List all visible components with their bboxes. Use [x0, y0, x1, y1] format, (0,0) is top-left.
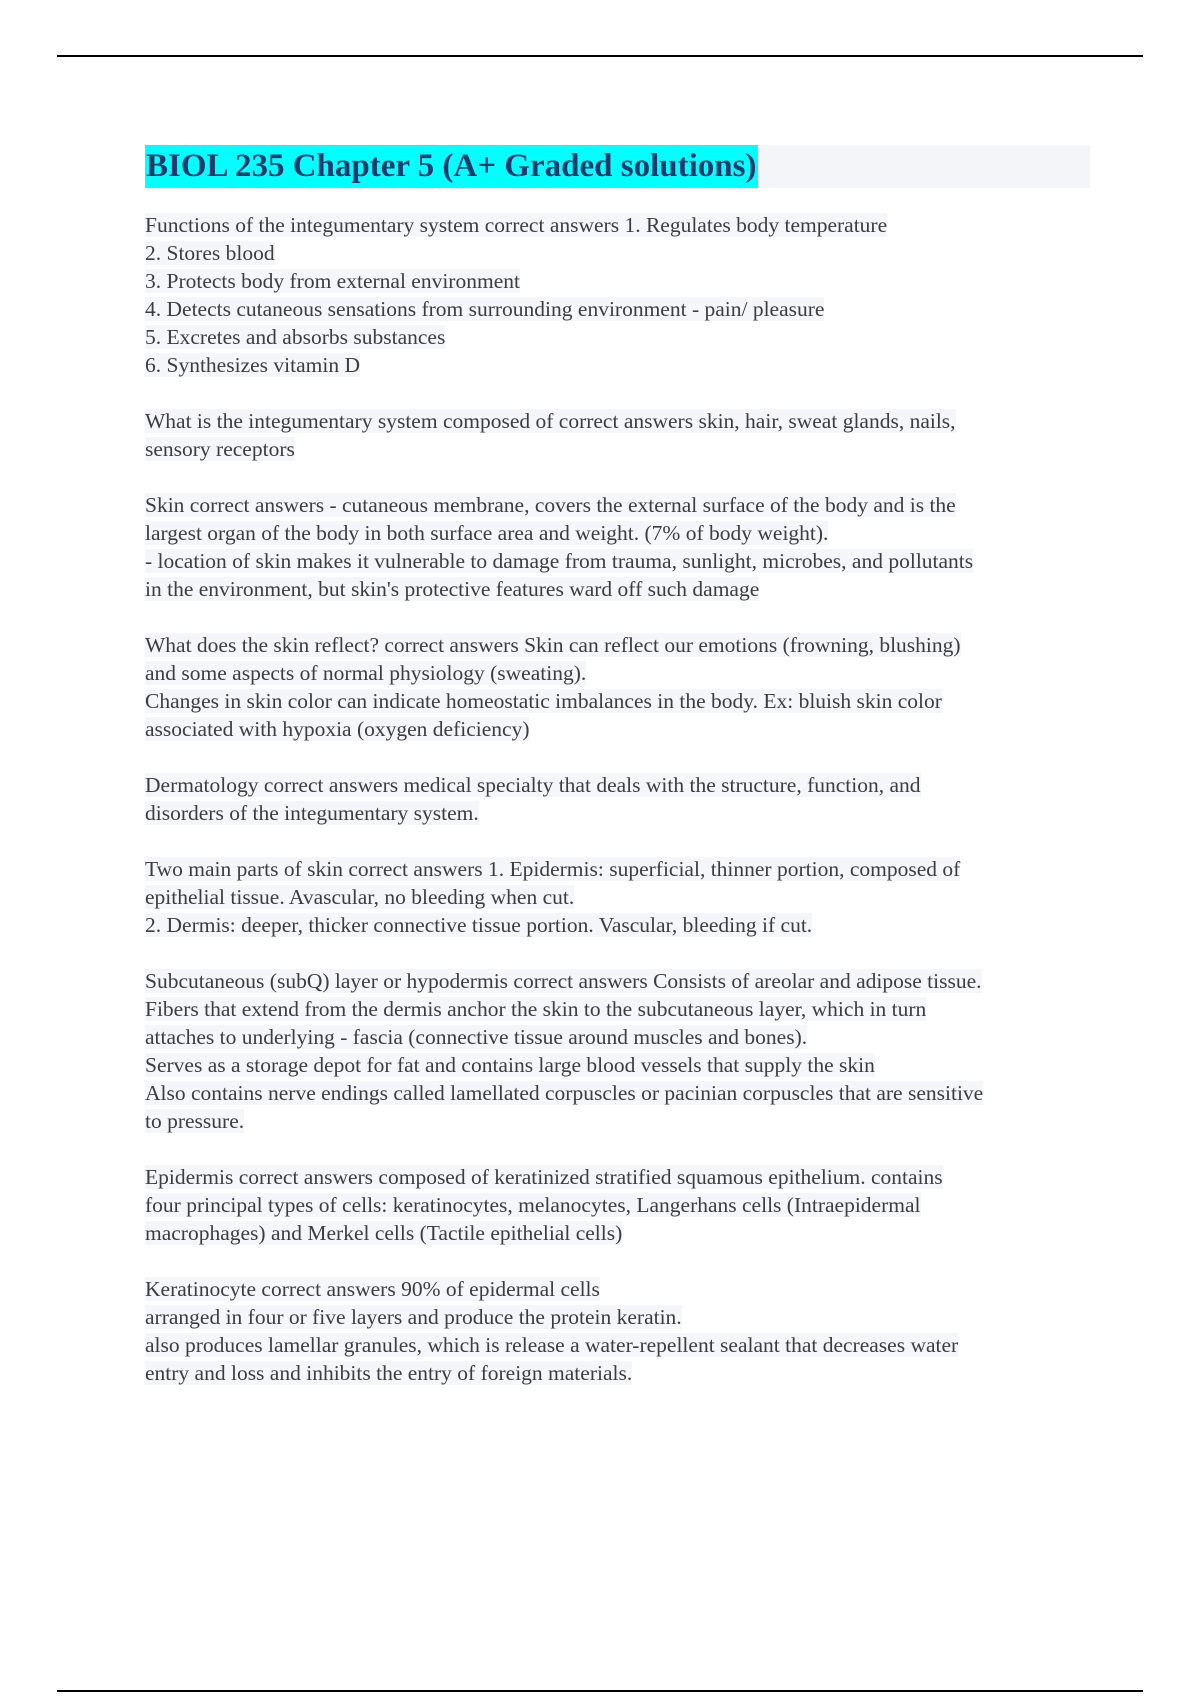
- text-line-content: macrophages) and Merkel cells (Tactile epithelial cells): [145, 1221, 623, 1245]
- title-bar: [145, 145, 1090, 188]
- text-line-content: epithelial tissue. Avascular, no bleeding when cut.: [145, 885, 575, 909]
- text-line-content: Serves as a storage depot for fat and contains large blood vessels that supply the skin: [145, 1053, 875, 1077]
- text-line: [145, 659, 1090, 687]
- document-body: [145, 145, 1090, 1415]
- text-line-content: disorders of the integumentary system.: [145, 801, 479, 825]
- text-line-content: 4. Detects cutaneous sensations from surrounding environment - pain/ pleasure: [145, 297, 825, 321]
- text-line: [145, 351, 1090, 379]
- text-line: [145, 1303, 1090, 1331]
- text-line: [145, 239, 1090, 267]
- text-line-content: Skin correct answers - cutaneous membrane, covers the external surface of the body and is the: [145, 493, 956, 517]
- text-line-content: Dermatology correct answers medical specialty that deals with the structure, function, and: [145, 773, 921, 797]
- text-line: [145, 295, 1090, 323]
- text-line: [145, 519, 1090, 547]
- text-line: [145, 575, 1090, 603]
- text-line: [145, 1107, 1090, 1135]
- text-line-content: What does the skin reflect? correct answers Skin can reflect our emotions (frowning, blushing): [145, 633, 961, 657]
- text-line: [145, 1191, 1090, 1219]
- text-line-content: in the environment, but skin's protective features ward off such damage: [145, 577, 760, 601]
- text-line-content: largest organ of the body in both surface area and weight. (7% of body weight).: [145, 521, 829, 545]
- text-line: [145, 631, 1090, 659]
- text-line: [145, 855, 1090, 883]
- text-line: [145, 1051, 1090, 1079]
- text-line-content: Two main parts of skin correct answers 1. Epidermis: superficial, thinner portion, composed of: [145, 857, 961, 881]
- text-line: [145, 1023, 1090, 1051]
- text-line-content: Also contains nerve endings called lamellated corpuscles or pacinian corpuscles that are sensitive: [145, 1081, 984, 1105]
- text-line-content: arranged in four or five layers and produce the protein keratin.: [145, 1305, 682, 1329]
- text-line-content: Functions of the integumentary system correct answers 1. Regulates body temperature: [145, 213, 888, 237]
- text-line: [145, 799, 1090, 827]
- text-line: [145, 211, 1090, 239]
- text-line-content: Fibers that extend from the dermis anchor the skin to the subcutaneous layer, which in turn: [145, 997, 927, 1021]
- text-line-content: Keratinocyte correct answers 90% of epidermal cells: [145, 1277, 600, 1301]
- text-line: [145, 1331, 1090, 1359]
- text-line-content: four principal types of cells: keratinocytes, melanocytes, Langerhans cells (Intraepidermal: [145, 1193, 921, 1217]
- text-line: [145, 323, 1090, 351]
- text-line: [145, 1219, 1090, 1247]
- text-line-content: 6. Synthesizes vitamin D: [145, 353, 360, 377]
- text-line-content: 3. Protects body from external environment: [145, 269, 520, 293]
- text-line-content: and some aspects of normal physiology (sweating).: [145, 661, 587, 685]
- text-line-content: entry and loss and inhibits the entry of foreign materials.: [145, 1361, 633, 1385]
- text-line-content: 5. Excretes and absorbs substances: [145, 325, 446, 349]
- text-line-content: Changes in skin color can indicate homeostatic imbalances in the body. Ex: bluish skin color: [145, 689, 942, 713]
- text-line: [145, 491, 1090, 519]
- qa-entry: [145, 771, 1090, 827]
- text-line: [145, 883, 1090, 911]
- text-line-content: 2. Stores blood: [145, 241, 275, 265]
- text-line: [145, 547, 1090, 575]
- qa-entry: [145, 855, 1090, 939]
- qa-entry: [145, 967, 1090, 1135]
- text-line: [145, 771, 1090, 799]
- text-line: [145, 1359, 1090, 1387]
- text-line-content: - location of skin makes it vulnerable to damage from trauma, sunlight, microbes, and pollutants: [145, 549, 974, 573]
- text-line: [145, 1275, 1090, 1303]
- text-line-content: What is the integumentary system composed of correct answers skin, hair, sweat glands, nails,: [145, 409, 956, 433]
- qa-entry: [145, 211, 1090, 379]
- text-line-content: attaches to underlying - fascia (connective tissue around muscles and bones).: [145, 1025, 808, 1049]
- qa-entry: [145, 1163, 1090, 1247]
- text-line: [145, 1163, 1090, 1191]
- text-line-content: 2. Dermis: deeper, thicker connective tissue portion. Vascular, bleeding if cut.: [145, 913, 813, 937]
- text-line-content: Subcutaneous (subQ) layer or hypodermis correct answers Consists of areolar and adipose tissue.: [145, 969, 982, 993]
- text-line-content: associated with hypoxia (oxygen deficiency): [145, 717, 530, 741]
- qa-entry: [145, 491, 1090, 603]
- top-rule: [57, 55, 1143, 57]
- text-line-content: sensory receptors: [145, 437, 295, 461]
- qa-entry: [145, 631, 1090, 743]
- text-line: [145, 911, 1090, 939]
- text-line-content: Epidermis correct answers composed of keratinized stratified squamous epithelium. contains: [145, 1165, 943, 1189]
- text-line: [145, 1079, 1090, 1107]
- text-line: [145, 715, 1090, 743]
- text-line: [145, 967, 1090, 995]
- text-line: [145, 995, 1090, 1023]
- qa-entry: [145, 1275, 1090, 1387]
- qa-entries: [145, 211, 1090, 1387]
- text-line-content: to pressure.: [145, 1109, 245, 1133]
- text-line: [145, 267, 1090, 295]
- bottom-rule: [57, 1690, 1143, 1692]
- text-line: [145, 435, 1090, 463]
- text-line: [145, 407, 1090, 435]
- document-title: BIOL 235 Chapter 5 (A+ Graded solutions): [145, 145, 758, 188]
- text-line-content: also produces lamellar granules, which is release a water-repellent sealant that decreases water: [145, 1333, 959, 1357]
- text-line: [145, 687, 1090, 715]
- qa-entry: [145, 407, 1090, 463]
